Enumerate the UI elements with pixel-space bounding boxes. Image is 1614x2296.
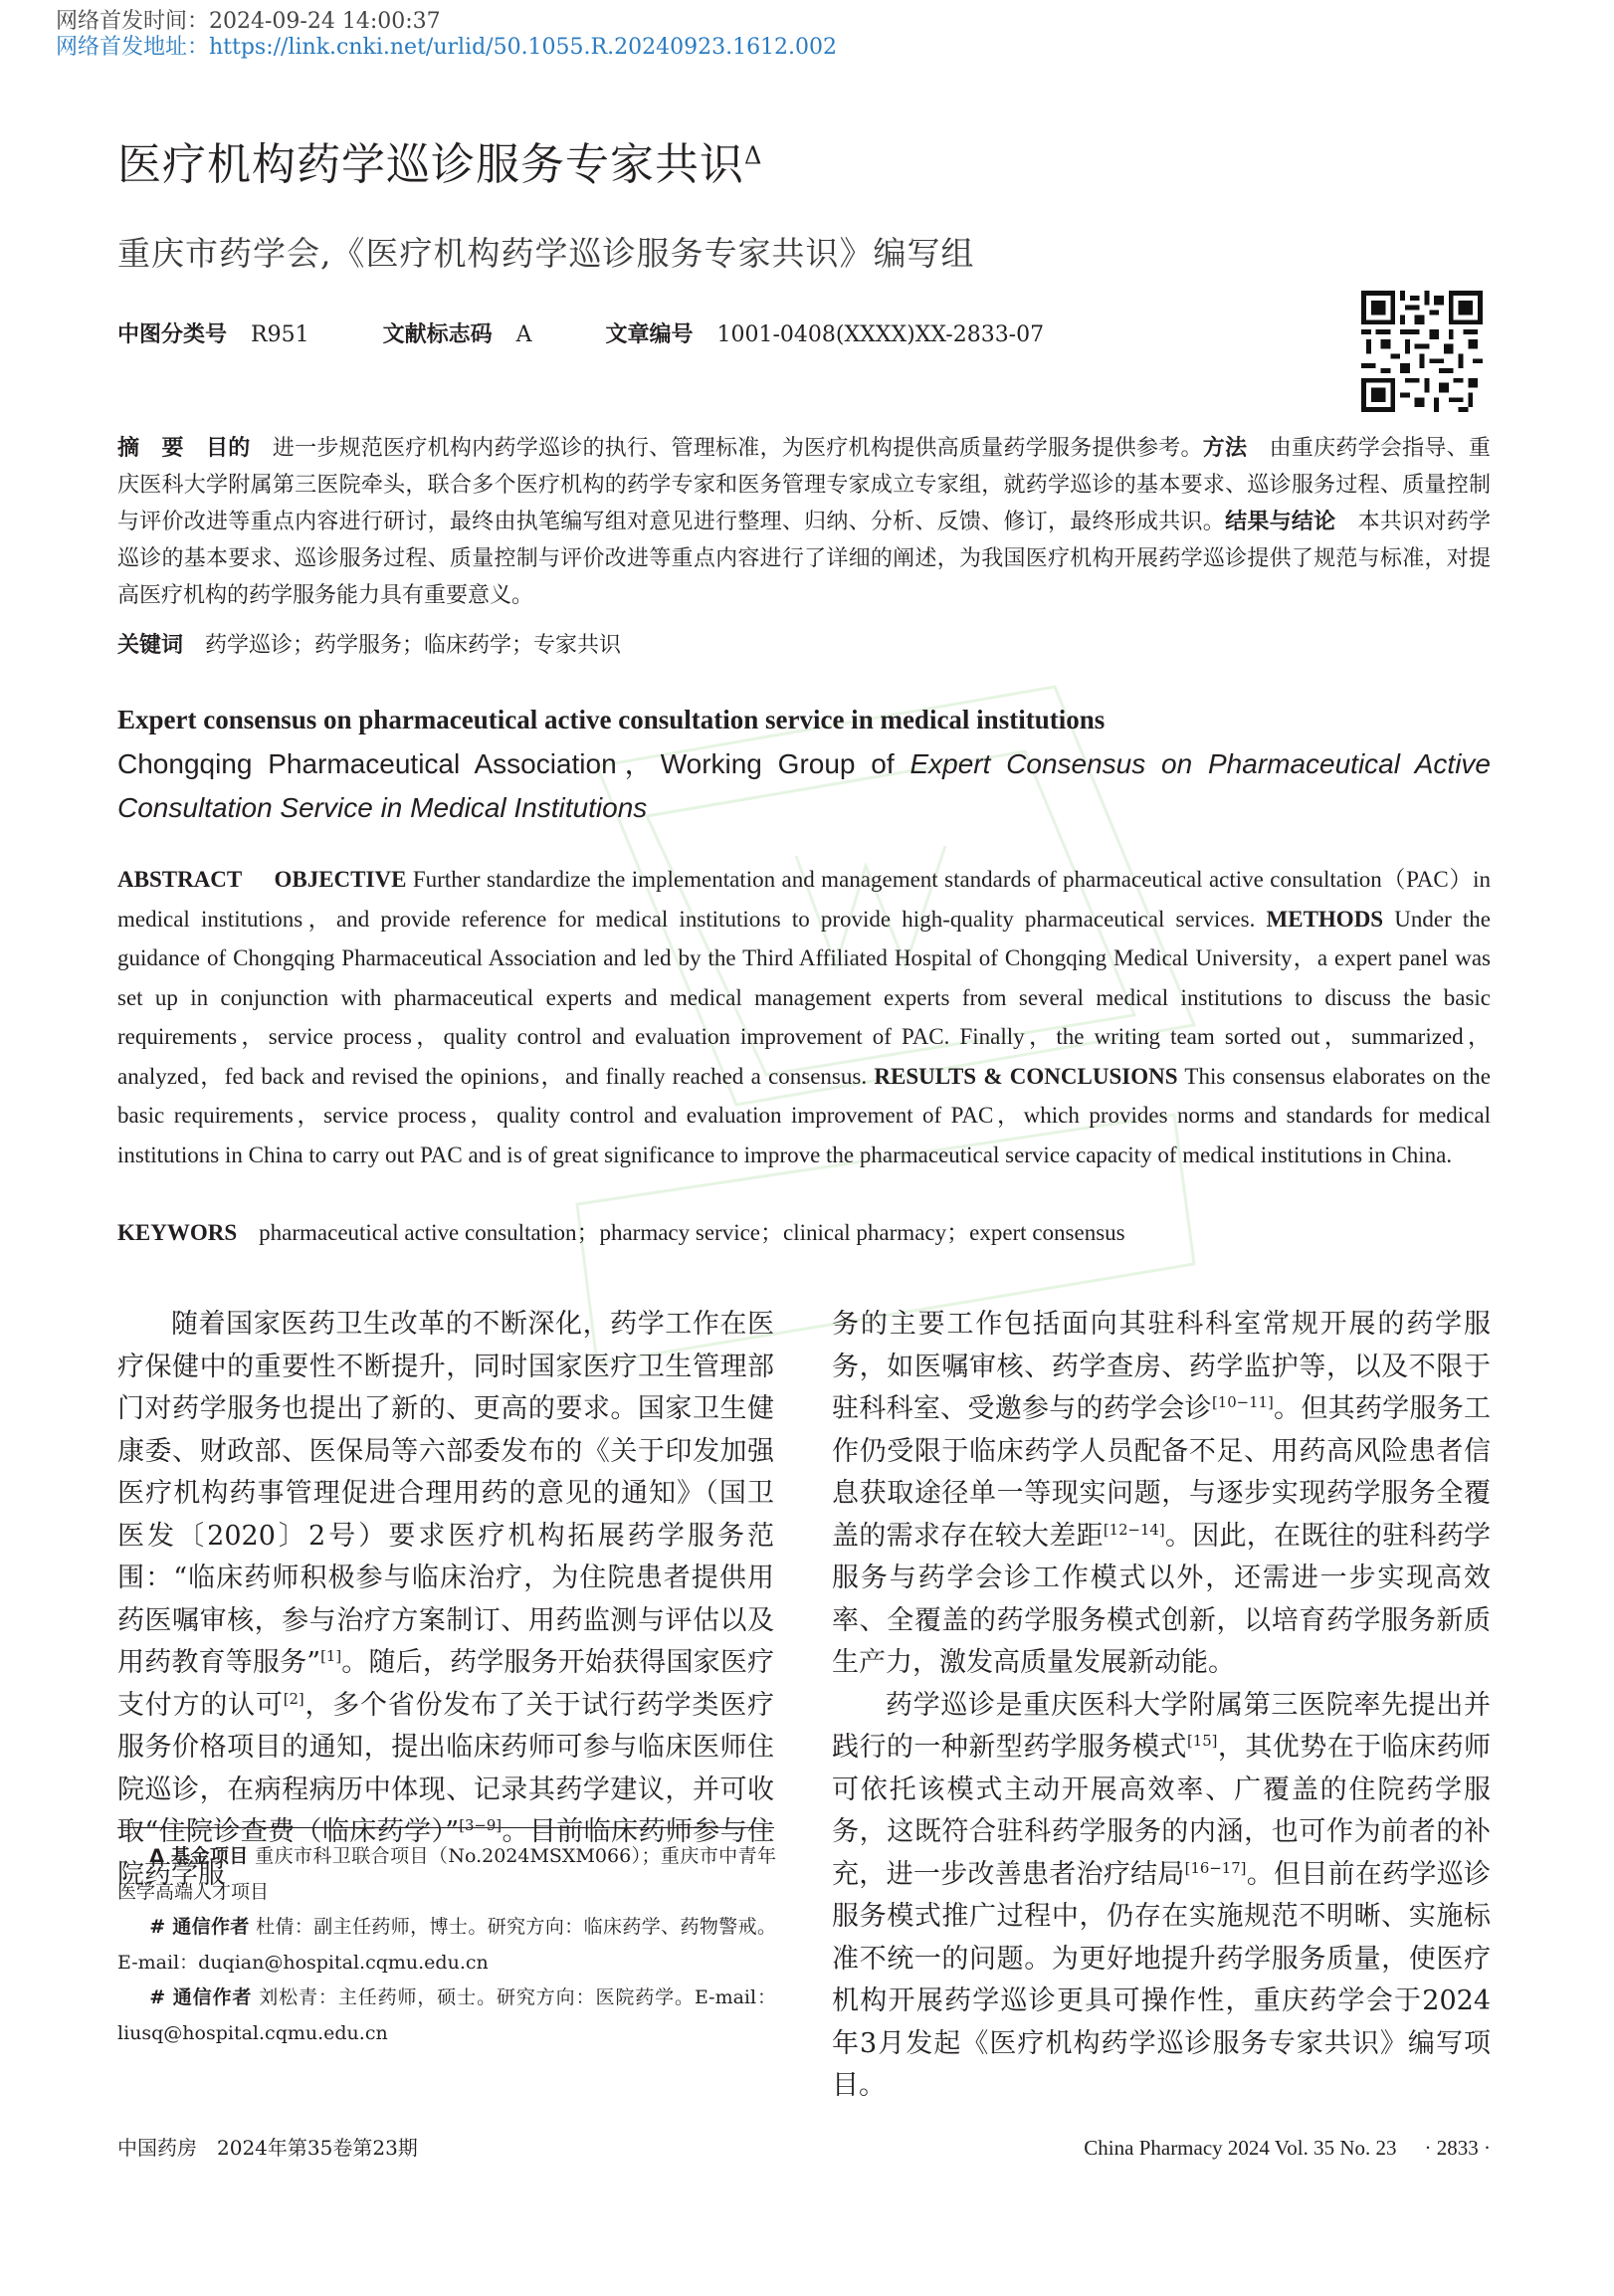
- objective-cn-label: 目的: [206, 436, 251, 461]
- footer-journal-en: [1084, 2134, 1491, 2162]
- corr-note-label: # 通信作者: [149, 1916, 250, 1938]
- objective-en-text: Further standardize the implementation and management standards of pharmaceutical active consultation（PAC）in medical institutions，and provide reference for medical institutions to provide high-quality pharmaceutical services.: [117, 867, 1492, 932]
- classification-row: [117, 320, 1044, 350]
- page-number: · 2833 ·: [1424, 2136, 1491, 2160]
- keywords-en-text: pharmaceutical active consultation；pharmacy service；clinical pharmacy；expert consensus: [259, 1220, 1125, 1245]
- citation-ref[interactable]: [16−17]: [1184, 1858, 1247, 1877]
- clc-value: R951: [251, 322, 309, 347]
- body-text: 。因此，在既往的驻科药学服务与药学会诊工作模式以外，还需进一步实现高效率、全覆盖的药学服务模式创新，以培育药学服务新质生产力，激发高质量发展新动能。: [832, 1520, 1492, 1678]
- body-text: 。但目前在药学巡诊服务模式推广过程中，仍存在实施规范不明晰、实施标准不统一的问题。为更好地提升药学服务质量，使医疗机构开展药学巡诊更具可操作性，重庆药学会于2024年3月发起《医疗机构药学巡诊服务专家共识》编写项目。: [832, 1858, 1492, 2101]
- abstract-cn: [117, 430, 1491, 614]
- body-text: 药学巡诊是重庆医科大学附属第三医院率先提出并践行的一种新型药学服务模式: [832, 1689, 1491, 1763]
- article-title-text: 医疗机构药学巡诊服务专家共识: [117, 139, 744, 190]
- body-text: 。但其药学服务工作仍受限于临床药学人员配备不足、用药高风险患者信息获取途径单一等现实问题，与逐步实现药学服务全覆盖的需求存在较大差距: [832, 1393, 1492, 1552]
- online-publish-url[interactable]: 网络首发地址：https://link.cnki.net/urlid/50.1055.R.20240923.1612.002: [56, 35, 838, 60]
- body-text: 随着国家医药卫生改革的不断深化，药学工作在医疗保健中的重要性不断提升，同时国家医疗卫生管理部门对药学服务也提出了新的、更高的要求。国家卫生健康委、财政部、医保局等六部委发布的《关于印发加强医疗机构药事管理促进合理用药的意见的通知》（国卫医发〔2020〕2号）要求医疗机构拓展药学服务范围：“临床药师积极参与临床治疗，为住院患者提供用药医嘱审核，参与治疗方案制订、用药监测与评估以及用药教育等服务”: [117, 1309, 774, 1678]
- results-en-label: RESULTS & CONCLUSIONS: [874, 1063, 1178, 1089]
- body-column-right: [832, 1304, 1491, 2108]
- keywords-en: [117, 1218, 1125, 1248]
- keywords-en-label: KEYWORS: [117, 1220, 238, 1245]
- abstract-cn-label: 摘 要: [117, 436, 184, 461]
- body-column-left: [117, 1304, 774, 1896]
- keywords-cn: [117, 631, 621, 661]
- fund-note-label: Δ 基金项目: [149, 1845, 249, 1867]
- corresponding-author-note: [117, 1910, 776, 1981]
- corr-note-label: # 通信作者: [149, 1986, 253, 2008]
- results-cn-label: 结果与结论: [1225, 510, 1336, 534]
- citation-ref[interactable]: [12−14]: [1103, 1520, 1165, 1539]
- objective-en-label: OBJECTIVE: [274, 867, 407, 892]
- keywords-cn-label: 关键词: [117, 633, 184, 658]
- english-authors-italic: Expert Consensus on Pharmaceutical Active Consultation Service in Medical Institutions: [117, 748, 1491, 823]
- abstract-en: [117, 860, 1491, 1174]
- qr-code-icon[interactable]: [1361, 291, 1483, 412]
- doc-code-label: 文献标志码: [382, 322, 493, 347]
- article-authors: 重庆市药学会,《医疗机构药学巡诊服务专家共识》编写组: [117, 234, 975, 273]
- citation-ref[interactable]: [2]: [283, 1689, 304, 1708]
- keywords-cn-text: 药学巡诊；药学服务；临床药学；专家共识: [205, 633, 622, 658]
- citation-ref[interactable]: [15]: [1186, 1732, 1218, 1750]
- article-title: [117, 137, 762, 193]
- english-authors: [117, 742, 1491, 830]
- doc-code-value: A: [515, 322, 532, 347]
- citation-ref[interactable]: [3−9]: [459, 1816, 503, 1834]
- article-no-value: 1001-0408(XXXX)XX-2833-07: [716, 322, 1045, 347]
- online-publish-time: 网络首发时间：2024-09-24 14:00:37: [56, 9, 441, 34]
- footnote-divider: [117, 1827, 774, 1828]
- objective-cn-text: 进一步规范医疗机构内药学巡诊的执行、管理标准，为医疗机构提供高质量药学服务提供参考。: [272, 436, 1203, 461]
- citation-ref[interactable]: [1]: [320, 1647, 342, 1665]
- clc-label: 中图分类号: [117, 322, 228, 347]
- corresponding-author-note: [117, 1981, 776, 2051]
- body-text: 。目前临床药师参与住院药学服: [117, 1816, 775, 1890]
- body-text: ，其优势在于临床药师可依托该模式主动开展高效率、广覆盖的住院药学服务，这既符合驻科药学服务的内涵，也可作为前者的补充，进一步改善患者治疗结局: [832, 1732, 1492, 1890]
- corr-note-text: 杜倩：副主任药师，博士。研究方向：临床药学、药物警戒。E-mail：duqian@hospital.cqmu.edu.cn: [117, 1916, 776, 1974]
- methods-en-text: Under the guidance of Chongqing Pharmaceutical Association and led by the Third Affiliated Hospital of Chongqing Medical University，a expert panel was set up in conjunction with pharmaceutical experts and medical management experts from several medical institutions to discuss the basic requirements，service process，quality control and evaluation improvement of PAC. Finally，the writing team sorted out，summarized，analyzed，fed back and revised the opinions，and finally reached a consensus.: [117, 906, 1492, 1089]
- methods-cn-label: 方法: [1202, 436, 1248, 461]
- english-authors-plain: Chongqing Pharmaceutical Association，Working Group of: [117, 748, 910, 779]
- english-title: Expert consensus on pharmaceutical active consultation service in medical institutions: [117, 705, 1106, 734]
- fund-note-text: 重庆市科卫联合项目（No.2024MSXM066）；重庆市中青年医学高端人才项目: [117, 1845, 777, 1903]
- body-paragraph: [832, 1685, 1491, 2108]
- funding-mark: Δ: [744, 141, 763, 170]
- body-text: 。随后，药学服务开始获得国家医疗支付方的认可: [117, 1647, 775, 1721]
- abstract-en-label: ABSTRACT: [117, 867, 243, 892]
- methods-en-label: METHODS: [1266, 906, 1384, 932]
- footer-journal-cn: 中国药房 2024年第35卷第23期: [117, 2136, 418, 2160]
- article-no-label: 文章编号: [605, 322, 694, 347]
- corr-note-text: 刘松青：主任药师，硕士。研究方向：医院药学。E-mail：liusq@hospital.cqmu.edu.cn: [117, 1986, 776, 2044]
- body-text: 务的主要工作包括面向其驻科科室常规开展的药学服务，如医嘱审核、药学查房、药学监护等，以及不限于驻科科室、受邀参与的药学会诊: [832, 1309, 1491, 1424]
- fund-note: [117, 1839, 776, 1910]
- results-cn-text: 本共识对药学巡诊的基本要求、巡诊服务过程、质量控制与评价改进等重点内容进行了详细的阐述，为我国医疗机构开展药学巡诊提供了规范与标准，对提高医疗机构的药学服务能力具有重要意义。: [117, 510, 1491, 608]
- body-text: ，多个省份发布了关于试行药学类医疗服务价格项目的通知，提出临床药师可参与临床医师住院巡诊，在病程病历中体现、记录其药学建议，并可收取“住院诊查费（临床药学）”: [117, 1689, 774, 1847]
- body-paragraph: [832, 1304, 1491, 1685]
- footnotes: [117, 1839, 776, 2051]
- footer-journal-en-text: China Pharmacy 2024 Vol. 35 No. 23: [1084, 2136, 1397, 2160]
- body-paragraph: [117, 1304, 774, 1896]
- methods-cn-text: 由重庆药学会指导、重庆医科大学附属第三医院牵头，联合多个医疗机构的药学专家和医务管理专家成立专家组，就药学巡诊的基本要求、巡诊服务过程、质量控制与评价改进等重点内容进行研讨，最终由执笔编写组对意见进行整理、归纳、分析、反馈、修订，最终形成共识。: [117, 436, 1491, 534]
- results-en-text: This consensus elaborates on the basic requirements，service process，quality control and evaluation improvement of PAC，which provides norms and standards for medical institutions in China to carry out PAC and is of great significance to improve the pharmaceutical service capacity of medical institutions in China.: [117, 1063, 1491, 1167]
- citation-ref[interactable]: [10−11]: [1211, 1393, 1274, 1411]
